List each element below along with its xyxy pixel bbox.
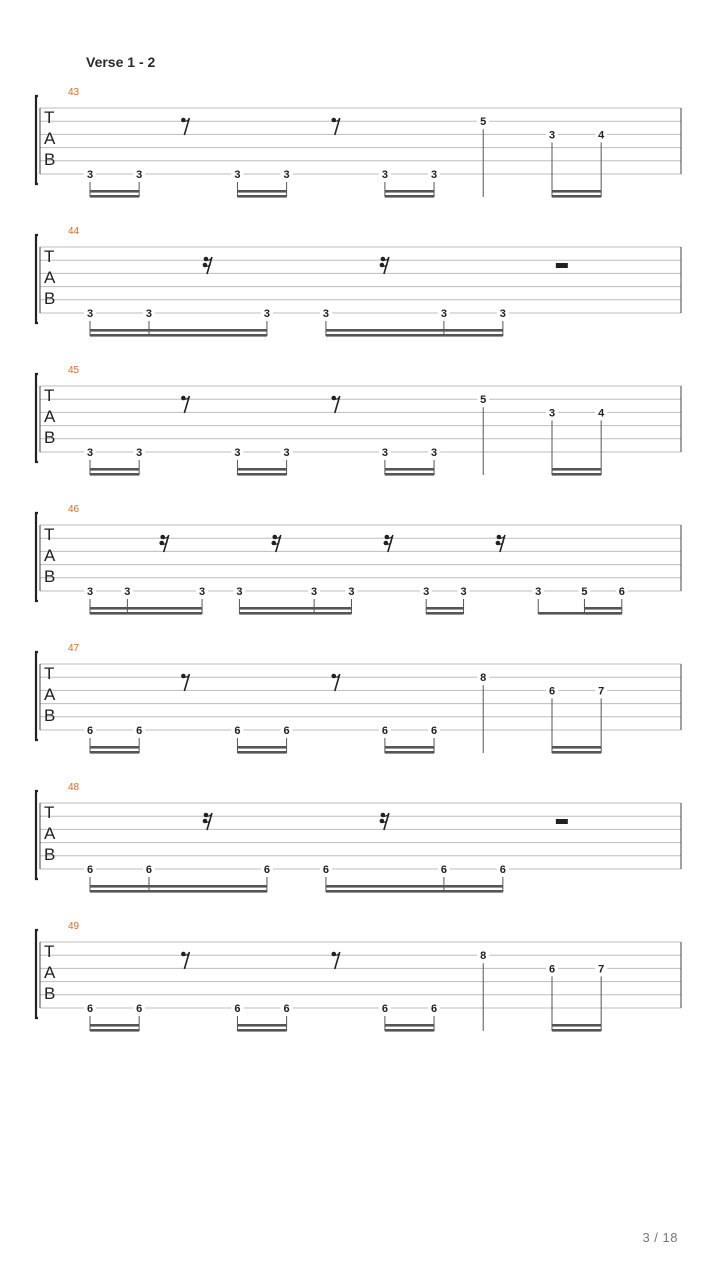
measure-number: 43 <box>68 87 80 98</box>
tab-clef-letter: T <box>44 386 55 405</box>
beam <box>90 329 267 332</box>
fret-number: 6 <box>618 586 625 598</box>
beam <box>90 1029 139 1032</box>
beam <box>552 473 601 476</box>
measure-number: 48 <box>68 782 80 793</box>
tab-clef-letter: A <box>44 268 56 287</box>
sixteenth-rest <box>380 257 389 274</box>
fret-number: 5 <box>581 586 588 598</box>
beam <box>385 468 434 471</box>
fret-number: 3 <box>430 169 438 181</box>
beam <box>552 190 601 193</box>
fret-number: 3 <box>440 308 447 320</box>
system-bracket <box>36 235 38 323</box>
tab-clef-letter: A <box>44 407 56 426</box>
fret-number: 3 <box>423 586 430 598</box>
eighth-rest <box>331 952 339 969</box>
beam <box>237 1024 286 1027</box>
fret-number: 6 <box>283 725 290 737</box>
tab-clef-letter: A <box>44 685 56 704</box>
beam <box>552 195 601 198</box>
section-title: Verse 1 - 2 <box>86 54 156 70</box>
beam <box>90 473 139 476</box>
fret-number: 6 <box>234 1003 241 1015</box>
eighth-rest <box>331 396 339 413</box>
fret-number: 3 <box>460 586 467 598</box>
fret-number: 3 <box>198 586 206 598</box>
tab-clef-letter: T <box>44 525 55 544</box>
fret-number: 6 <box>86 864 94 876</box>
beam <box>552 746 601 749</box>
fret-number: 4 <box>598 407 605 420</box>
fret-number: 6 <box>548 963 556 976</box>
beam <box>326 885 503 888</box>
fret-number: 6 <box>548 685 556 698</box>
fret-number: 6 <box>86 725 94 737</box>
fret-number: 3 <box>548 129 556 142</box>
fret-number: 6 <box>136 1003 143 1015</box>
tab-clef-letter: B <box>44 845 56 864</box>
fret-number: 3 <box>263 308 271 320</box>
fret-number: 3 <box>499 308 506 320</box>
beam <box>385 195 434 198</box>
half-rest <box>556 819 568 824</box>
tab-clef-letter: A <box>44 824 56 843</box>
tab-clef-letter: T <box>44 247 55 266</box>
eighth-rest <box>181 952 189 969</box>
beam <box>426 607 463 610</box>
beam <box>237 195 286 198</box>
beam <box>385 473 434 476</box>
beam <box>90 612 202 615</box>
fret-number: 3 <box>86 308 94 320</box>
fret-number: 6 <box>86 1003 94 1015</box>
tab-clef-letter: T <box>44 664 55 683</box>
fret-number: 6 <box>136 725 143 737</box>
fret-number: 3 <box>311 586 318 598</box>
sixteenth-rest <box>380 813 389 830</box>
fret-number: 3 <box>136 169 143 181</box>
beam <box>237 473 286 476</box>
beam <box>239 607 351 610</box>
beam <box>90 890 267 893</box>
fret-number: 6 <box>322 864 329 876</box>
tab-clef-letter: B <box>44 706 56 725</box>
fret-number: 7 <box>598 685 605 698</box>
fret-number: 3 <box>234 169 241 181</box>
fret-number: 3 <box>322 308 329 320</box>
tab-clef-letter: A <box>44 546 56 565</box>
fret-number: 6 <box>381 1003 388 1015</box>
beam <box>90 746 139 749</box>
system-bracket <box>36 374 38 462</box>
beam <box>90 468 139 471</box>
beam <box>90 607 202 610</box>
fret-number: 5 <box>480 394 487 407</box>
beam <box>90 334 267 337</box>
sixteenth-rest <box>159 535 168 552</box>
system-bracket <box>36 930 38 1018</box>
measure-number: 47 <box>68 643 80 654</box>
fret-number: 8 <box>480 672 487 685</box>
fret-number: 3 <box>381 447 388 459</box>
fret-number: 6 <box>430 725 438 737</box>
sixteenth-rest <box>384 535 393 552</box>
fret-number: 3 <box>381 169 388 181</box>
measure-number: 44 <box>68 226 80 237</box>
fret-number: 3 <box>236 586 243 598</box>
fret-number: 3 <box>124 586 131 598</box>
beam <box>237 1029 286 1032</box>
beam <box>552 468 601 471</box>
system-bracket <box>36 791 38 879</box>
beam <box>90 1024 139 1027</box>
tab-clef-letter: B <box>44 984 56 1003</box>
tab-clef-letter: A <box>44 129 56 148</box>
beam <box>237 746 286 749</box>
tab-clef-letter: A <box>44 963 56 982</box>
fret-number: 3 <box>548 407 556 420</box>
beam <box>326 329 503 332</box>
fret-number: 3 <box>234 447 241 459</box>
beam <box>552 751 601 754</box>
beam <box>552 1029 601 1032</box>
beam <box>90 885 267 888</box>
fret-number: 3 <box>283 169 290 181</box>
eighth-rest <box>181 118 189 135</box>
fret-number: 3 <box>145 308 153 320</box>
eighth-rest <box>181 674 189 691</box>
tab-clef-letter: B <box>44 150 56 169</box>
tab-clef-letter: B <box>44 289 56 308</box>
fret-number: 8 <box>480 950 487 963</box>
eighth-rest <box>181 396 189 413</box>
system-bracket <box>36 652 38 740</box>
fret-number: 3 <box>348 586 355 598</box>
sixteenth-rest <box>271 535 280 552</box>
beam <box>385 1029 434 1032</box>
fret-number: 5 <box>480 116 487 129</box>
sixteenth-rest <box>203 257 212 274</box>
beam <box>385 1024 434 1027</box>
fret-number: 3 <box>535 586 542 598</box>
beam <box>385 190 434 193</box>
measure-number: 49 <box>68 921 80 932</box>
beam <box>326 334 503 337</box>
tab-clef-letter: T <box>44 803 55 822</box>
fret-number: 6 <box>263 864 271 876</box>
system-bracket <box>36 513 38 601</box>
sixteenth-rest <box>203 813 212 830</box>
system-bracket <box>36 96 38 184</box>
beam <box>237 751 286 754</box>
fret-number: 6 <box>283 1003 290 1015</box>
beam <box>552 1024 601 1027</box>
tab-clef-letter: T <box>44 942 55 961</box>
beam <box>326 890 503 893</box>
half-rest <box>556 263 568 268</box>
beam <box>426 612 463 615</box>
fret-number: 3 <box>283 447 290 459</box>
eighth-rest <box>331 118 339 135</box>
fret-number: 6 <box>381 725 388 737</box>
measure-number: 45 <box>68 365 80 376</box>
fret-number: 3 <box>86 169 94 181</box>
fret-number: 6 <box>430 1003 438 1015</box>
fret-number: 3 <box>136 447 143 459</box>
beam <box>90 190 139 193</box>
beam <box>584 612 621 615</box>
tab-clef-letter: T <box>44 108 55 127</box>
beam <box>90 195 139 198</box>
fret-number: 3 <box>86 447 94 459</box>
beam <box>237 190 286 193</box>
beam <box>237 468 286 471</box>
fret-number: 3 <box>86 586 94 598</box>
fret-number: 6 <box>499 864 506 876</box>
beam <box>90 751 139 754</box>
fret-number: 6 <box>234 725 241 737</box>
fret-number: 3 <box>430 447 438 459</box>
eighth-rest <box>331 674 339 691</box>
tab-clef-letter: B <box>44 567 56 586</box>
measure-number: 46 <box>68 504 80 515</box>
beam <box>584 607 621 610</box>
beam <box>385 751 434 754</box>
fret-number: 6 <box>145 864 153 876</box>
tab-clef-letter: B <box>44 428 56 447</box>
fret-number: 7 <box>598 963 605 976</box>
fret-number: 4 <box>598 129 605 142</box>
beam <box>385 746 434 749</box>
fret-number: 6 <box>440 864 447 876</box>
sixteenth-rest <box>496 535 505 552</box>
page-number: 3 / 18 <box>642 1230 678 1245</box>
beam <box>239 612 351 615</box>
